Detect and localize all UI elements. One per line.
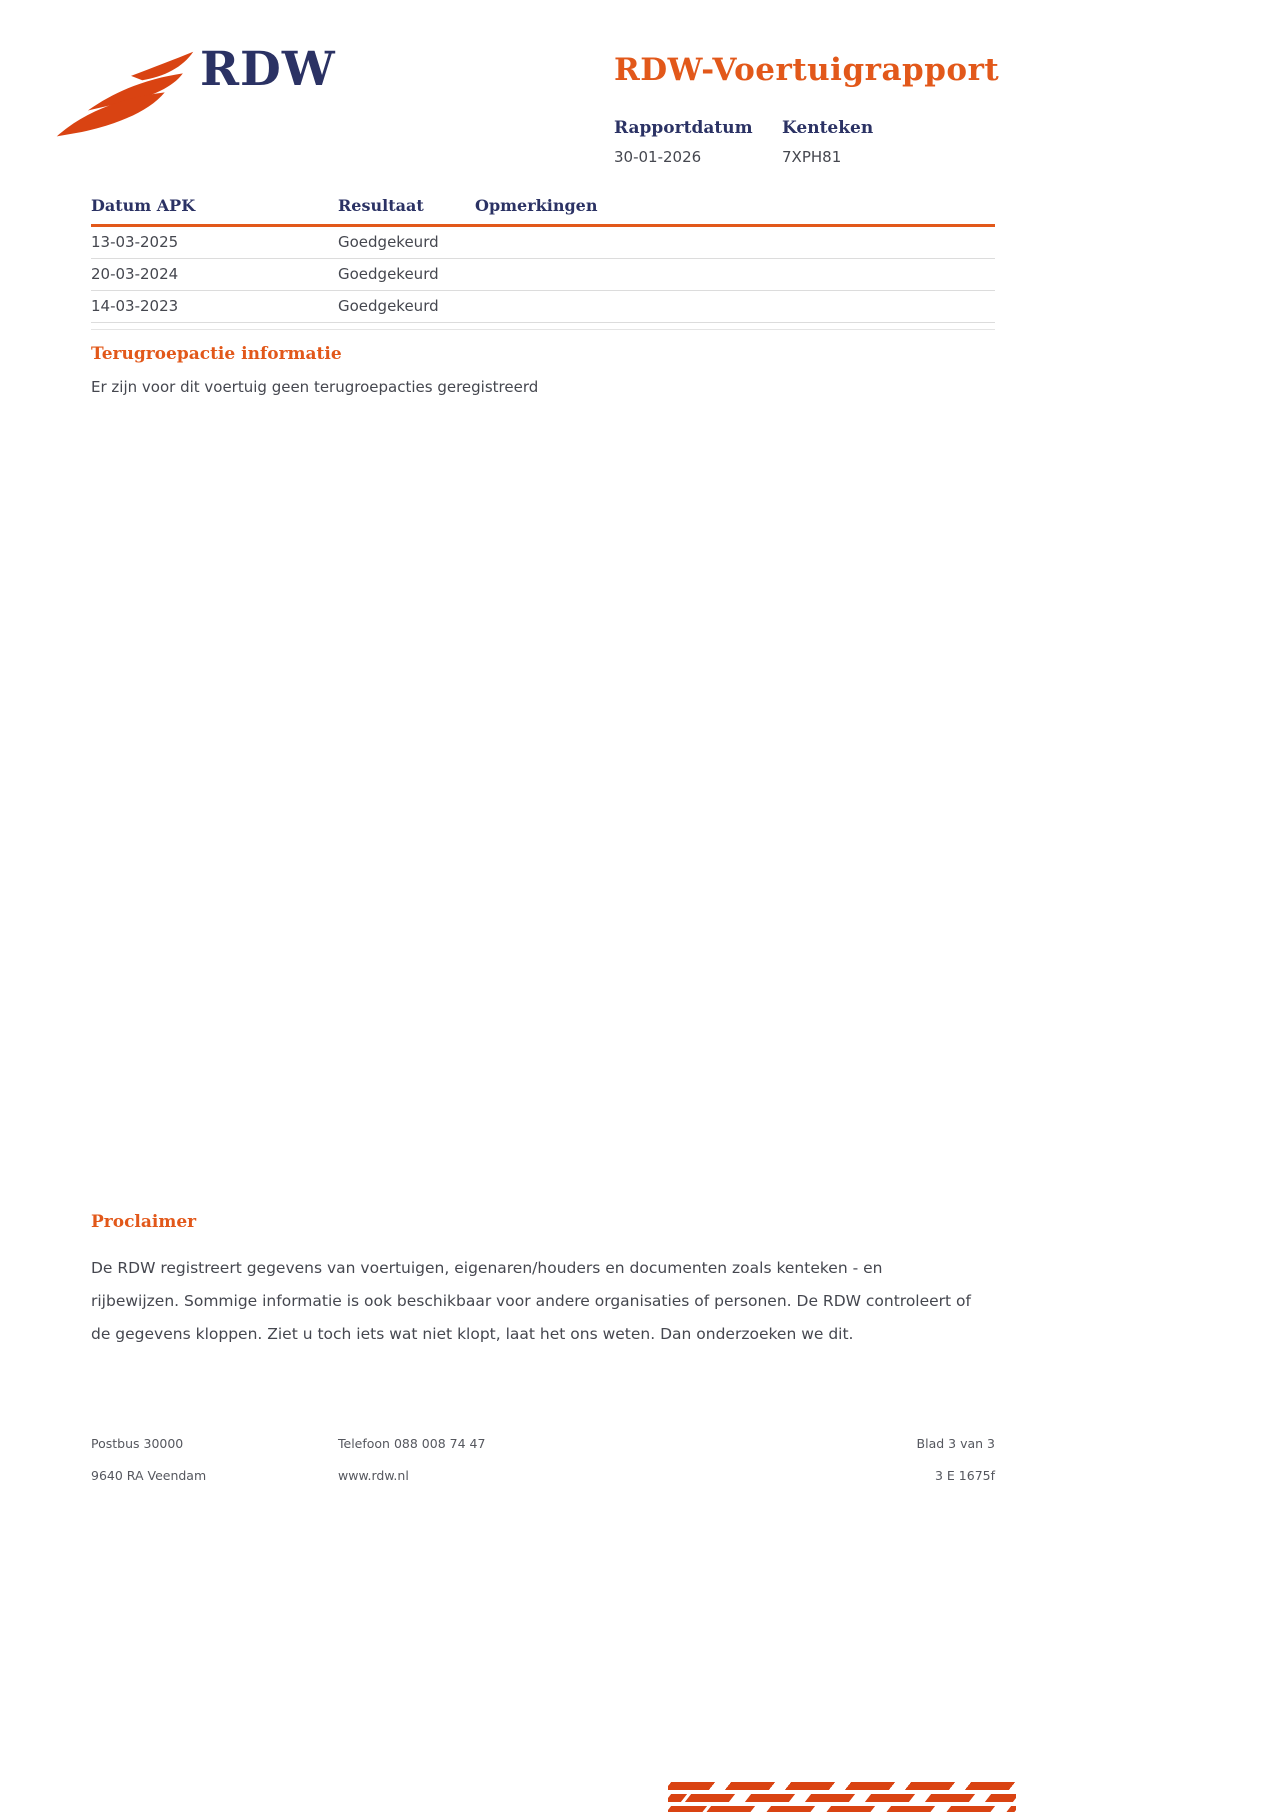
- recall-section-heading: Terugroepactie informatie: [91, 344, 342, 364]
- license-plate-block: [782, 118, 950, 166]
- apk-table: [91, 196, 995, 330]
- footer-address-line2: 9640 RA Veendam: [91, 1468, 207, 1483]
- table-row: [91, 259, 995, 291]
- page-title: RDW-Voertuigrapport: [614, 52, 1000, 88]
- proclaimer-text: De RDW registreert gegevens van voertuigen, eigenaren/houders en documenten zoals kenteken - en rijbewijzen. Sommige informatie is ook beschikbaar voor andere organisaties of personen. De RDW controleert of de gegevens kloppen. Ziet u toch iets wat niet klopt, laat het ons weten. Dan onderzoeken we dit.: [91, 1259, 971, 1343]
- cell-datum: 20-03-2024: [91, 265, 179, 283]
- cell-resultaat: Goedgekeurd: [338, 265, 439, 283]
- footer-address-line1: Postbus 30000: [91, 1436, 184, 1451]
- apk-table-header: [91, 196, 995, 227]
- license-plate-value: 7XPH81: [782, 148, 842, 166]
- stripe-row: [668, 1806, 1016, 1812]
- table-bottom-rule: [91, 329, 995, 330]
- cell-resultaat: Goedgekeurd: [338, 297, 439, 315]
- stripe-row: [668, 1782, 1016, 1790]
- rdw-stripes-decoration-icon: [668, 1782, 1016, 1812]
- page-footer: [91, 1436, 995, 1500]
- column-header-datum-apk: Datum APK: [91, 196, 196, 215]
- proclaimer-heading: Proclaimer: [91, 1212, 197, 1232]
- report-date-label: Rapportdatum: [614, 118, 753, 138]
- report-date-value: 30-01-2026: [614, 148, 702, 166]
- footer-row: [91, 1468, 995, 1483]
- column-header-resultaat: Resultaat: [338, 196, 424, 215]
- footer-page-indicator: Blad 3 van 3: [916, 1436, 995, 1451]
- report-meta: [614, 118, 950, 166]
- column-header-opmerkingen: Opmerkingen: [475, 196, 598, 215]
- footer-website: www.rdw.nl: [338, 1468, 409, 1483]
- table-row: [91, 291, 995, 323]
- footer-phone: Telefoon 088 008 74 47: [338, 1436, 486, 1451]
- report-date-block: [614, 118, 782, 166]
- recall-section: [91, 344, 995, 396]
- recall-section-text: Er zijn voor dit voertuig geen terugroepacties geregistreerd: [91, 378, 539, 396]
- cell-datum: 14-03-2023: [91, 297, 179, 315]
- rdw-logo-icon: [50, 50, 200, 145]
- stripe-row: [668, 1794, 1016, 1802]
- cell-resultaat: Goedgekeurd: [338, 233, 439, 251]
- footer-row: [91, 1436, 995, 1451]
- cell-datum: 13-03-2025: [91, 233, 179, 251]
- table-row: [91, 227, 995, 259]
- footer-form-code: 3 E 1675f: [934, 1468, 995, 1483]
- proclaimer-section: [91, 1212, 981, 1351]
- license-plate-label: Kenteken: [782, 118, 874, 138]
- rdw-logo-text: RDW: [200, 42, 336, 97]
